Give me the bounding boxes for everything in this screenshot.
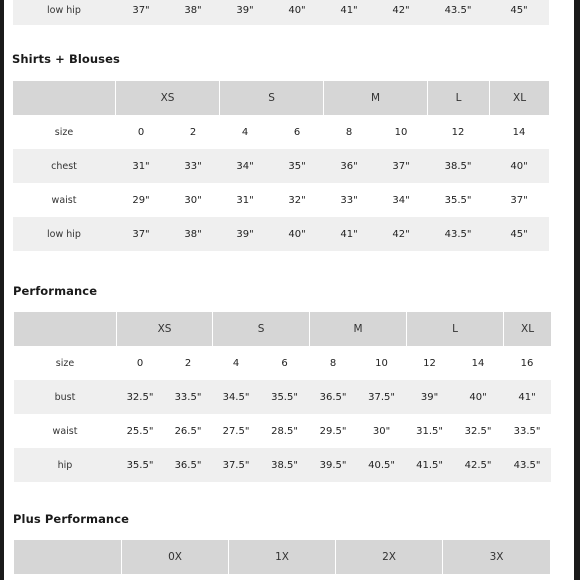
cell-value: 14 <box>471 357 485 369</box>
cell-value: 2 <box>184 357 192 369</box>
cell-value: 43.5" <box>427 0 489 25</box>
cell-value: 40" <box>453 380 503 414</box>
cell-value: 45" <box>489 217 549 251</box>
cell-value: 34" <box>219 149 271 183</box>
cell-value: 37" <box>115 0 167 25</box>
performance-table <box>14 312 551 482</box>
partial-size-table <box>13 0 549 25</box>
cell-value: 40" <box>271 217 323 251</box>
cell-value: 30" <box>184 194 202 206</box>
header-size-m: M <box>309 312 406 346</box>
row-label: chest <box>13 149 115 183</box>
cell-value: 39" <box>219 0 271 25</box>
right-frame-border <box>574 0 580 580</box>
cell-value: 0 <box>136 357 144 369</box>
cell-value: 38.5" <box>260 448 309 482</box>
cell-value: 35.5" <box>116 448 164 482</box>
cell-value: 31" <box>115 149 167 183</box>
header-blank <box>14 312 116 346</box>
cell-value: 36.5" <box>164 448 212 482</box>
cell-value: 33.5" <box>164 380 212 414</box>
header-size-1x: 1X <box>228 540 335 574</box>
cell-value: 38.5" <box>427 149 489 183</box>
cell-value: 40" <box>271 0 323 25</box>
cell-value: 35" <box>271 149 323 183</box>
table-row <box>14 414 551 448</box>
cell-value: 33" <box>340 194 358 206</box>
table-row <box>13 217 549 251</box>
cell-value: 0 <box>137 126 145 138</box>
table-row <box>13 0 549 25</box>
cell-value: 6 <box>293 126 301 138</box>
row-label: size <box>54 126 74 138</box>
cell-value: 8 <box>329 357 337 369</box>
cell-value: 34.5" <box>212 380 260 414</box>
header-size-3x: 3X <box>442 540 550 574</box>
row-label: low hip <box>13 217 115 251</box>
cell-value: 35.5" <box>260 380 309 414</box>
header-size-s: S <box>219 81 323 115</box>
cell-value: 28.5" <box>271 425 298 437</box>
cell-value: 42" <box>375 0 427 25</box>
cell-value: 16 <box>520 357 534 369</box>
header-size-l: L <box>406 312 503 346</box>
cell-value: 37.5" <box>357 380 406 414</box>
table-row <box>13 115 549 149</box>
header-size-xs: XS <box>116 312 212 346</box>
row-label: low hip <box>13 0 115 25</box>
table-header-row <box>14 540 550 574</box>
plus-performance-table <box>14 540 550 574</box>
cell-value: 26.5" <box>174 425 202 437</box>
cell-value: 25.5" <box>126 425 154 437</box>
cell-value: 32.5" <box>464 425 492 437</box>
cell-value: 33.5" <box>513 425 541 437</box>
row-label: bust <box>14 380 116 414</box>
cell-value: 29" <box>132 194 150 206</box>
cell-value: 27.5" <box>222 425 250 437</box>
cell-value: 10 <box>375 357 388 369</box>
section-title-shirts-blouses: Shirts + Blouses <box>12 52 120 66</box>
cell-value: 10 <box>394 126 408 138</box>
header-size-0x: 0X <box>121 540 228 574</box>
cell-value: 39" <box>219 217 271 251</box>
header-size-xl: XL <box>503 312 551 346</box>
header-size-xs: XS <box>115 81 219 115</box>
cell-value: 37.5" <box>212 448 260 482</box>
section-title-plus-performance: Plus Performance <box>13 512 130 526</box>
header-size-2x: 2X <box>335 540 442 574</box>
header-size-l: L <box>427 81 489 115</box>
table-header-row <box>13 81 549 115</box>
cell-value: 41" <box>323 217 375 251</box>
cell-value: 43.5" <box>427 217 489 251</box>
cell-value: 12 <box>423 357 436 369</box>
cell-value: 38" <box>167 217 219 251</box>
header-size-s: S <box>212 312 309 346</box>
cell-value: 6 <box>281 357 288 369</box>
cell-value: 38" <box>167 0 219 25</box>
cell-value: 37" <box>115 217 167 251</box>
size-chart-page <box>4 0 574 580</box>
table-header-row <box>14 312 551 346</box>
cell-value: 2 <box>189 126 197 138</box>
cell-value: 35.5" <box>444 194 472 206</box>
shirts-blouses-table <box>13 81 549 251</box>
cell-value: 34" <box>392 194 410 206</box>
cell-value: 41" <box>323 0 375 25</box>
cell-value: 36" <box>323 149 375 183</box>
header-blank <box>13 81 115 115</box>
cell-value: 32.5" <box>116 380 164 414</box>
row-label: size <box>55 357 75 369</box>
header-blank <box>14 540 121 574</box>
cell-value: 39" <box>406 380 453 414</box>
cell-value: 4 <box>232 357 240 369</box>
cell-value: 45" <box>489 0 549 25</box>
cell-value: 40.5" <box>357 448 406 482</box>
cell-value: 14 <box>512 126 526 138</box>
header-size-m: M <box>323 81 427 115</box>
table-row <box>14 346 551 380</box>
cell-value: 31.5" <box>416 425 443 437</box>
section-title-performance: Performance <box>13 284 98 298</box>
cell-value: 32" <box>288 194 306 206</box>
table-row <box>14 380 551 414</box>
cell-value: 39.5" <box>309 448 357 482</box>
cell-value: 33" <box>167 149 219 183</box>
row-label: hip <box>14 448 116 482</box>
cell-value: 41" <box>503 380 551 414</box>
cell-value: 42" <box>375 217 427 251</box>
cell-value: 43.5" <box>503 448 551 482</box>
cell-value: 36.5" <box>309 380 357 414</box>
cell-value: 37" <box>510 194 528 206</box>
row-label: waist <box>52 425 78 437</box>
cell-value: 12 <box>451 126 465 138</box>
cell-value: 31" <box>236 194 254 206</box>
cell-value: 40" <box>489 149 549 183</box>
table-row <box>14 448 551 482</box>
header-size-xl: XL <box>489 81 549 115</box>
cell-value: 4 <box>241 126 249 138</box>
cell-value: 42.5" <box>453 448 503 482</box>
table-row <box>13 149 549 183</box>
table-row <box>13 183 549 217</box>
cell-value: 29.5" <box>319 425 347 437</box>
cell-value: 37" <box>375 149 427 183</box>
row-label: waist <box>51 194 77 206</box>
cell-value: 8 <box>345 126 353 138</box>
cell-value: 30" <box>372 425 391 437</box>
cell-value: 41.5" <box>406 448 453 482</box>
